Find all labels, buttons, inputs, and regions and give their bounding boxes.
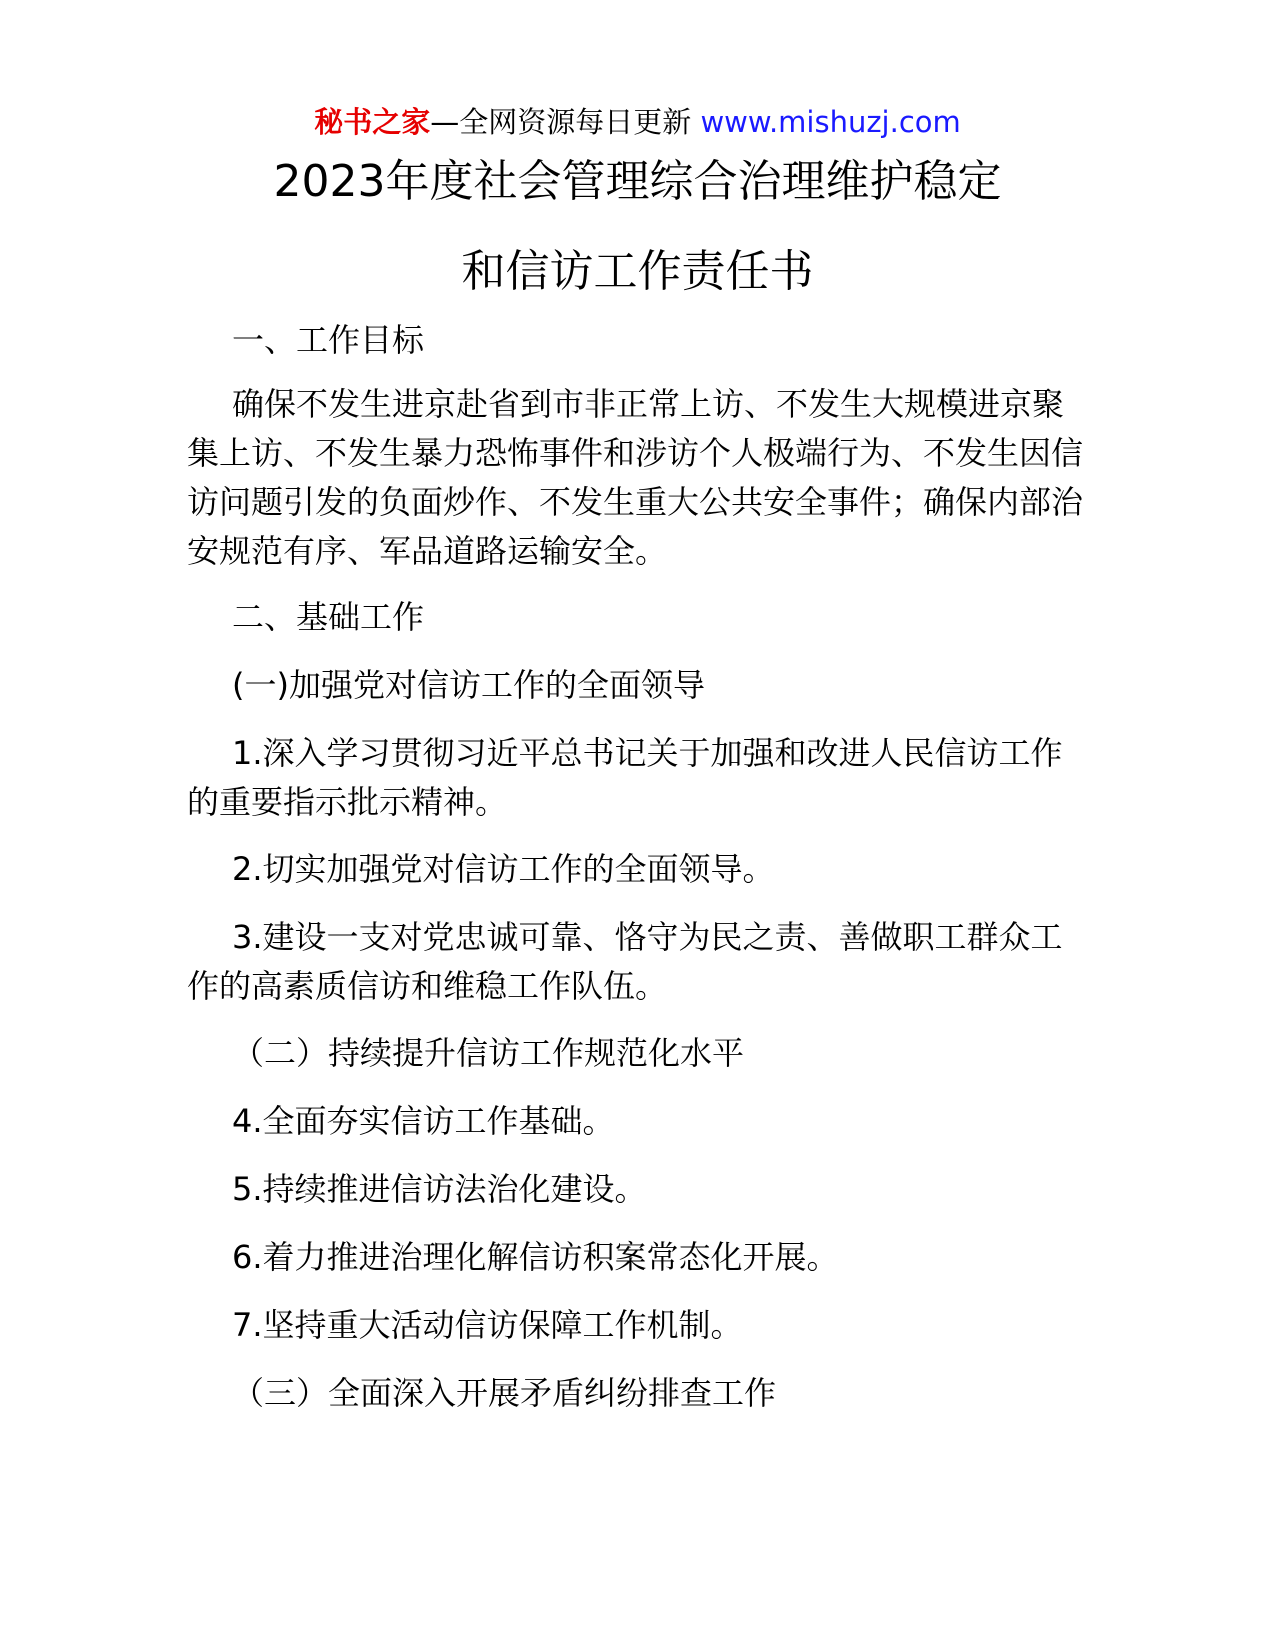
list-item-5: 5.持续推进信访法治化建设。 bbox=[232, 1170, 647, 1208]
section-heading-basics: 二、基础工作 bbox=[232, 598, 425, 636]
list-item-1: 1.深入学习贯彻习近平总书记关于加强和改进人民信访工作的重要指示批示精神。 bbox=[187, 734, 1063, 821]
site-url-link[interactable]: www.mishuzj.com bbox=[700, 105, 961, 139]
list-item-4: 4.全面夯实信访工作基础。 bbox=[232, 1102, 615, 1140]
header-tagline: —全网资源每日更新 bbox=[430, 105, 701, 139]
list-item-2: 2.切实加强党对信访工作的全面领导。 bbox=[232, 850, 775, 888]
list-item-7: 7.坚持重大活动信访保障工作机制。 bbox=[232, 1306, 743, 1344]
subsection-heading-3: （三）全面深入开展矛盾纠纷排查工作 bbox=[232, 1374, 777, 1412]
list-item-3: 3.建设一支对党忠诚可靠、恪守为民之责、善做职工群众工作的高素质信访和维稳工作队伍。 bbox=[187, 918, 1063, 1005]
paragraph-goals-body: 确保不发生进京赴省到市非正常上访、不发生大规模进京聚集上访、不发生暴力恐怖事件和涉访个人极端行为、不发生因信访问题引发的负面炒作、不发生重大公共安全事件；确保内部治安规范有序、军品道路运输安全。 bbox=[187, 385, 1084, 570]
document-title-line-2: 和信访工作责任书 bbox=[461, 246, 814, 297]
brand-name: 秘书之家 bbox=[314, 105, 431, 139]
site-header bbox=[0, 102, 1275, 142]
document-title-line-1: 2023年度社会管理综合治理维护稳定 bbox=[273, 156, 1002, 207]
section-heading-goals: 一、工作目标 bbox=[232, 321, 425, 359]
list-item-6: 6.着力推进治理化解信访积案常态化开展。 bbox=[232, 1238, 839, 1276]
subsection-heading-1: (一)加强党对信访工作的全面领导 bbox=[232, 666, 705, 704]
subsection-heading-2: （二）持续提升信访工作规范化水平 bbox=[232, 1034, 745, 1072]
